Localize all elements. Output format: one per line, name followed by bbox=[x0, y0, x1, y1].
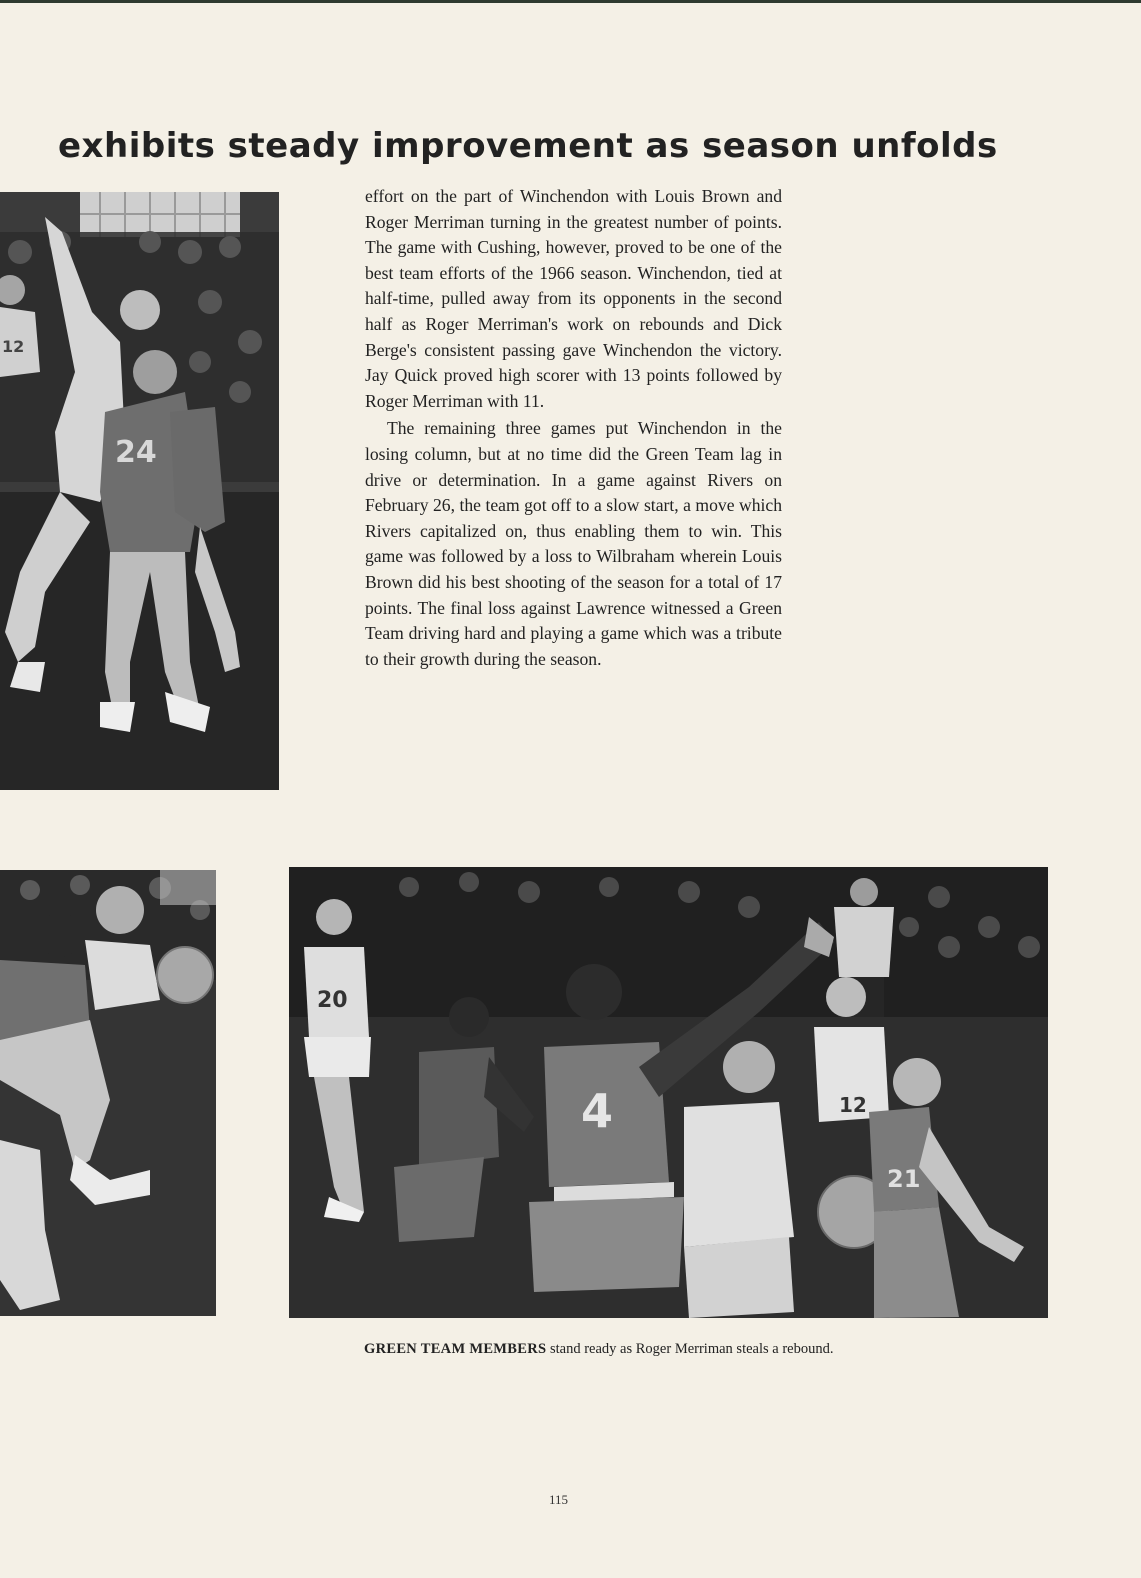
page-number: 115 bbox=[549, 1492, 569, 1507]
jersey-number-4: 4 bbox=[581, 1084, 614, 1138]
article-body bbox=[365, 184, 782, 672]
caption-lead: GREEN TEAM MEMBERS bbox=[364, 1341, 547, 1357]
photo-basketball-jump bbox=[0, 192, 279, 790]
jersey-number-20: 20 bbox=[317, 988, 348, 1013]
paragraph-1: effort on the part of Winchendon with Louis Brown and Roger Merriman turning in the greatest number of points. The game with Cushing, however, proved to be one of the best team efforts of the 1966 season. Winchendon, tied at half-time, pulled away from its opponents in the second half as Roger Merriman's work on rebounds and Dick Berge's consistent passing gave Winchendon the victory. Jay Quick proved high scorer with 13 points followed by Roger Merriman with 11. bbox=[365, 186, 782, 411]
page-headline: exhibits steady improvement as season unfolds bbox=[58, 126, 998, 166]
photo-green-team-rebound bbox=[289, 867, 1048, 1318]
jersey-number-12-left: 12 bbox=[2, 337, 25, 356]
photo-caption bbox=[364, 1341, 833, 1358]
photo-basketball-lunge bbox=[0, 870, 216, 1316]
paragraph-2: The remaining three games put Winchendon in the losing column, but at no time did the Green Team lag in drive or determination. In a game against Rivers on February 26, the team got off to a slow start, a move which Rivers capitalized on, thus enabling them to win. This game was followed by a loss to Wilbraham wherein Louis Brown did his best shooting of the season for a total of 17 points. The final loss against Lawrence witnessed a Green Team driving hard and playing a game which was a tribute to their growth during the season. bbox=[365, 418, 782, 669]
caption-text: stand ready as Roger Merriman steals a rebound. bbox=[546, 1341, 834, 1357]
top-rule bbox=[0, 0, 1141, 3]
jersey-number-21: 21 bbox=[887, 1165, 921, 1193]
jersey-number-24: 24 bbox=[115, 435, 157, 470]
jersey-number-12-right: 12 bbox=[839, 1093, 867, 1117]
